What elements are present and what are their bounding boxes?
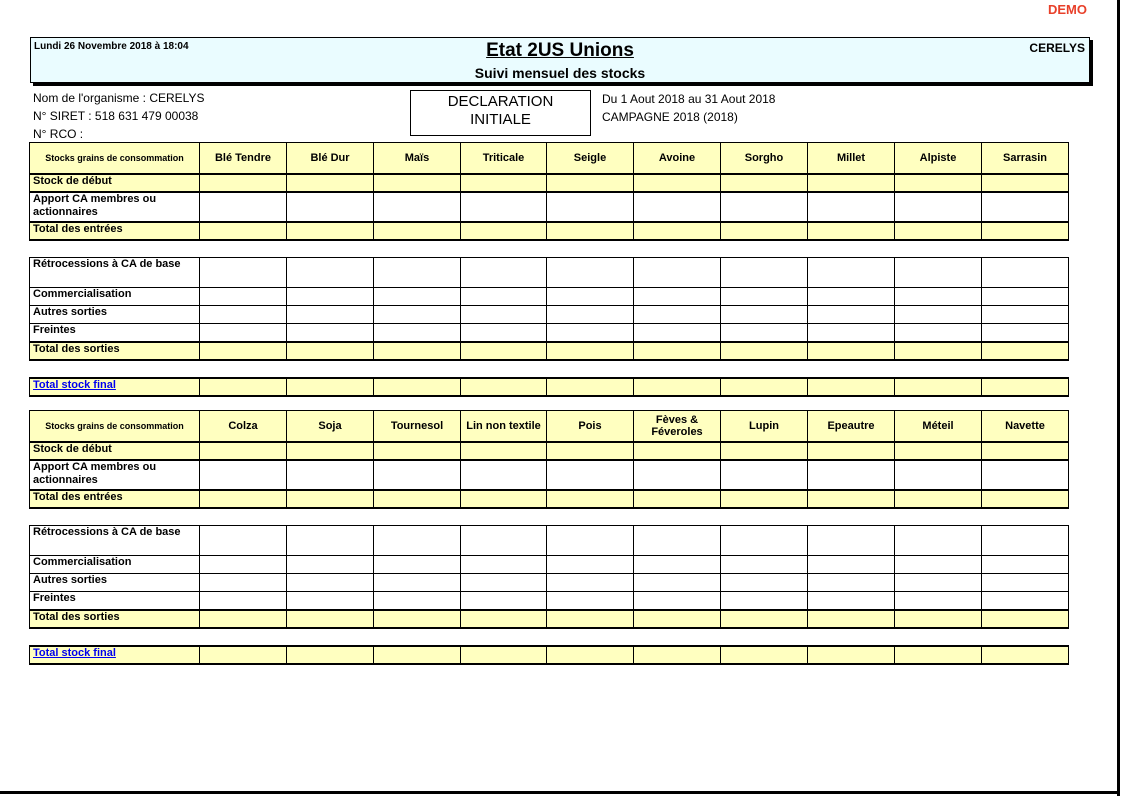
value-cell[interactable] [634,306,721,324]
value-cell[interactable] [287,306,374,324]
value-cell[interactable] [982,324,1069,342]
value-cell[interactable] [461,610,547,628]
value-cell[interactable] [721,442,808,460]
value-cell[interactable] [634,610,721,628]
value-cell[interactable] [374,460,461,490]
value-cell[interactable] [547,592,634,610]
value-cell[interactable] [461,324,547,342]
value-cell[interactable] [808,646,895,664]
value-cell[interactable] [721,192,808,222]
value-cell[interactable] [461,174,547,192]
row-autres-sorties [30,306,1069,324]
row-label: Rétrocessions à CA de base [30,526,200,556]
value-cell[interactable] [895,288,982,306]
value-cell[interactable] [982,526,1069,556]
value-cell[interactable] [461,574,547,592]
value-cell[interactable] [721,526,808,556]
value-cell[interactable] [374,442,461,460]
row-stock-debut [30,442,1069,460]
siret-number: N° SIRET : 518 631 479 00038 [33,109,199,123]
value-cell[interactable] [895,258,982,288]
value-cell[interactable] [461,646,547,664]
row-label: Commercialisation [30,556,200,574]
column-header: Lupin [721,411,808,442]
value-cell[interactable] [374,258,461,288]
value-cell[interactable] [200,306,287,324]
value-cell[interactable] [808,378,895,396]
value-cell[interactable] [634,192,721,222]
value-cell[interactable] [461,192,547,222]
value-cell[interactable] [895,592,982,610]
row-retrocessions [30,258,1069,288]
value-cell[interactable] [808,222,895,240]
column-header: Triticale [461,143,547,174]
value-cell[interactable] [374,342,461,360]
column-header: Blé Tendre [200,143,287,174]
value-cell[interactable] [547,378,634,396]
row-label: Autres sorties [30,574,200,592]
value-cell[interactable] [547,288,634,306]
column-header: Colza [200,411,287,442]
value-cell[interactable] [634,342,721,360]
value-cell[interactable] [547,258,634,288]
column-header: Soja [287,411,374,442]
value-cell[interactable] [895,442,982,460]
value-cell[interactable] [808,526,895,556]
value-cell[interactable] [982,222,1069,240]
declaration-box [410,90,591,136]
value-cell[interactable] [200,526,287,556]
value-cell[interactable] [200,442,287,460]
value-cell[interactable] [547,490,634,508]
column-header: Millet [808,143,895,174]
column-header: Sorgho [721,143,808,174]
value-cell[interactable] [200,460,287,490]
value-cell[interactable] [721,646,808,664]
row-label: Freintes [30,324,200,342]
report-title: Etat 2US Unions [486,40,634,61]
value-cell[interactable] [721,342,808,360]
value-cell[interactable] [374,222,461,240]
value-cell[interactable] [895,574,982,592]
value-cell[interactable] [721,324,808,342]
value-cell[interactable] [287,490,374,508]
value-cell[interactable] [808,556,895,574]
row-label-line: Apport CA membres ou [33,192,157,205]
value-cell[interactable] [547,342,634,360]
value-cell[interactable] [895,526,982,556]
value-cell[interactable] [547,442,634,460]
value-cell[interactable] [374,306,461,324]
value-cell[interactable] [461,378,547,396]
row-label [30,378,200,396]
value-cell[interactable] [721,592,808,610]
column-header: Epeautre [808,411,895,442]
value-cell[interactable] [200,192,287,222]
value-cell[interactable] [721,222,808,240]
value-cell[interactable] [200,378,287,396]
value-cell[interactable] [982,342,1069,360]
page-edge-bottom [0,791,1120,794]
value-cell[interactable] [982,592,1069,610]
row-retrocessions [30,526,1069,556]
row-total-sorties [30,610,1069,628]
value-cell[interactable] [200,342,287,360]
column-header: Méteil [895,411,982,442]
value-cell[interactable] [982,646,1069,664]
value-cell[interactable] [287,574,374,592]
value-cell[interactable] [461,442,547,460]
report-subtitle: Suivi mensuel des stocks [474,65,646,81]
value-cell[interactable] [721,378,808,396]
value-cell[interactable] [895,222,982,240]
row-spacer [30,360,1069,378]
row-label-line: Apport CA membres ou [33,460,157,473]
value-cell[interactable] [895,174,982,192]
column-header: Pois [547,411,634,442]
column-header: Tournesol [374,411,461,442]
row-total-stock-final [30,378,1069,396]
declaration-line1: DECLARATION [447,93,554,110]
page-edge-right [1117,0,1120,796]
value-cell[interactable] [634,442,721,460]
row-label: Stock de début [30,442,200,460]
value-cell[interactable] [895,490,982,508]
value-cell[interactable] [634,378,721,396]
value-cell[interactable] [547,306,634,324]
value-cell[interactable] [547,324,634,342]
value-cell[interactable] [982,556,1069,574]
value-cell[interactable] [374,378,461,396]
table-header-label: Stocks grains de consommation [30,411,200,442]
value-cell[interactable] [895,378,982,396]
row-label [30,460,200,490]
row-commercialisation [30,556,1069,574]
value-cell[interactable] [721,556,808,574]
value-cell[interactable] [461,556,547,574]
value-cell[interactable] [287,526,374,556]
value-cell[interactable] [634,574,721,592]
row-label: Stock de début [30,174,200,192]
value-cell[interactable] [982,610,1069,628]
row-total-entrees [30,490,1069,508]
value-cell[interactable] [721,574,808,592]
value-cell[interactable] [461,306,547,324]
value-cell[interactable] [547,460,634,490]
column-header: Fèves & Féveroles [634,411,721,442]
value-cell[interactable] [721,306,808,324]
value-cell[interactable] [808,306,895,324]
value-cell[interactable] [634,592,721,610]
value-cell[interactable] [982,306,1069,324]
value-cell[interactable] [374,526,461,556]
table-header-row [30,411,1069,442]
column-header: Maïs [374,143,461,174]
value-cell[interactable] [982,574,1069,592]
stocks-table-1 [29,142,1069,397]
row-label: Freintes [30,592,200,610]
value-cell[interactable] [982,378,1069,396]
value-cell[interactable] [634,174,721,192]
value-cell[interactable] [287,258,374,288]
value-cell[interactable] [461,342,547,360]
value-cell[interactable] [895,192,982,222]
value-cell[interactable] [461,592,547,610]
row-total-sorties [30,342,1069,360]
value-cell[interactable] [200,490,287,508]
value-cell[interactable] [547,526,634,556]
value-cell[interactable] [982,442,1069,460]
value-cell[interactable] [721,460,808,490]
row-spacer [30,628,1069,646]
row-stock-debut [30,174,1069,192]
row-label: Rétrocessions à CA de base [30,258,200,288]
declaration-line2: INITIALE [470,111,531,128]
value-cell[interactable] [200,222,287,240]
value-cell[interactable] [287,646,374,664]
value-cell[interactable] [200,288,287,306]
org-name: Nom de l'organisme : CERELYS [33,91,205,105]
row-apport [30,192,1069,222]
row-label: Autres sorties [30,306,200,324]
row-label [30,646,200,664]
value-cell[interactable] [808,174,895,192]
row-autres-sorties [30,574,1069,592]
value-cell[interactable] [547,574,634,592]
value-cell[interactable] [200,324,287,342]
value-cell[interactable] [287,610,374,628]
value-cell[interactable] [721,258,808,288]
value-cell[interactable] [287,556,374,574]
table-header-row [30,143,1069,174]
value-cell[interactable] [374,610,461,628]
total-stock-final-link[interactable]: Total stock final [33,378,116,391]
value-cell[interactable] [634,646,721,664]
value-cell[interactable] [721,174,808,192]
value-cell[interactable] [808,342,895,360]
report-date: Lundi 26 Novembre 2018 à 18:04 [34,41,189,52]
value-cell[interactable] [374,288,461,306]
report-organization: CERELYS [1029,41,1085,55]
row-label-line: actionnaires [33,205,98,218]
campaign-label: CAMPAGNE 2018 (2018) [602,110,738,124]
row-label: Total des sorties [30,342,200,360]
row-label: Total des sorties [30,610,200,628]
rco-number: N° RCO : [33,127,84,141]
value-cell[interactable] [721,490,808,508]
value-cell[interactable] [200,174,287,192]
value-cell[interactable] [200,556,287,574]
value-cell[interactable] [895,460,982,490]
row-spacer [30,240,1069,258]
value-cell[interactable] [634,556,721,574]
value-cell[interactable] [721,610,808,628]
value-cell[interactable] [634,526,721,556]
row-commercialisation [30,288,1069,306]
column-header: Navette [982,411,1069,442]
value-cell[interactable] [547,556,634,574]
value-cell[interactable] [982,460,1069,490]
report-header [30,37,1090,83]
value-cell[interactable] [200,592,287,610]
value-cell[interactable] [895,610,982,628]
stocks-table-2 [29,410,1069,665]
value-cell[interactable] [634,222,721,240]
row-label: Total des entrées [30,490,200,508]
total-stock-final-link[interactable]: Total stock final [33,646,116,659]
row-label [30,192,200,222]
value-cell[interactable] [547,174,634,192]
value-cell[interactable] [287,342,374,360]
row-total-stock-final [30,646,1069,664]
column-header: Seigle [547,143,634,174]
column-header: Lin non textile [461,411,547,442]
value-cell[interactable] [808,192,895,222]
value-cell[interactable] [634,258,721,288]
value-cell[interactable] [808,442,895,460]
value-cell[interactable] [895,646,982,664]
demo-watermark: DEMO [1048,2,1087,17]
value-cell[interactable] [287,592,374,610]
value-cell[interactable] [374,592,461,610]
row-label: Commercialisation [30,288,200,306]
column-header: Sarrasin [982,143,1069,174]
value-cell[interactable] [287,442,374,460]
value-cell[interactable] [895,306,982,324]
value-cell[interactable] [287,222,374,240]
value-cell[interactable] [982,490,1069,508]
value-cell[interactable] [461,258,547,288]
value-cell[interactable] [461,222,547,240]
value-cell[interactable] [895,556,982,574]
row-total-entrees [30,222,1069,240]
value-cell[interactable] [634,288,721,306]
row-label: Total des entrées [30,222,200,240]
value-cell[interactable] [982,174,1069,192]
value-cell[interactable] [287,324,374,342]
value-cell[interactable] [808,574,895,592]
value-cell[interactable] [461,288,547,306]
value-cell[interactable] [374,556,461,574]
value-cell[interactable] [808,258,895,288]
value-cell[interactable] [200,610,287,628]
value-cell[interactable] [200,646,287,664]
value-cell[interactable] [808,592,895,610]
value-cell[interactable] [374,324,461,342]
column-header: Alpiste [895,143,982,174]
value-cell[interactable] [287,460,374,490]
value-cell[interactable] [287,174,374,192]
value-cell[interactable] [982,192,1069,222]
value-cell[interactable] [200,258,287,288]
value-cell[interactable] [808,324,895,342]
value-cell[interactable] [461,526,547,556]
value-cell[interactable] [374,574,461,592]
value-cell[interactable] [374,174,461,192]
row-freintes [30,324,1069,342]
value-cell[interactable] [808,460,895,490]
value-cell[interactable] [634,324,721,342]
period-range: Du 1 Aout 2018 au 31 Aout 2018 [602,92,776,106]
row-freintes [30,592,1069,610]
value-cell[interactable] [461,490,547,508]
row-apport [30,460,1069,490]
value-cell[interactable] [287,192,374,222]
value-cell[interactable] [287,378,374,396]
value-cell[interactable] [895,342,982,360]
row-label-line: actionnaires [33,473,98,486]
value-cell[interactable] [808,288,895,306]
value-cell[interactable] [634,490,721,508]
value-cell[interactable] [808,490,895,508]
column-header: Blé Dur [287,143,374,174]
value-cell[interactable] [634,460,721,490]
value-cell[interactable] [808,610,895,628]
value-cell[interactable] [895,324,982,342]
value-cell[interactable] [547,610,634,628]
value-cell[interactable] [374,192,461,222]
value-cell[interactable] [721,288,808,306]
value-cell[interactable] [287,288,374,306]
row-spacer [30,508,1069,526]
value-cell[interactable] [374,490,461,508]
value-cell[interactable] [547,222,634,240]
value-cell[interactable] [982,258,1069,288]
value-cell[interactable] [547,646,634,664]
column-header: Avoine [634,143,721,174]
value-cell[interactable] [200,574,287,592]
value-cell[interactable] [547,192,634,222]
value-cell[interactable] [374,646,461,664]
table-header-label: Stocks grains de consommation [30,143,200,174]
value-cell[interactable] [461,460,547,490]
value-cell[interactable] [982,288,1069,306]
